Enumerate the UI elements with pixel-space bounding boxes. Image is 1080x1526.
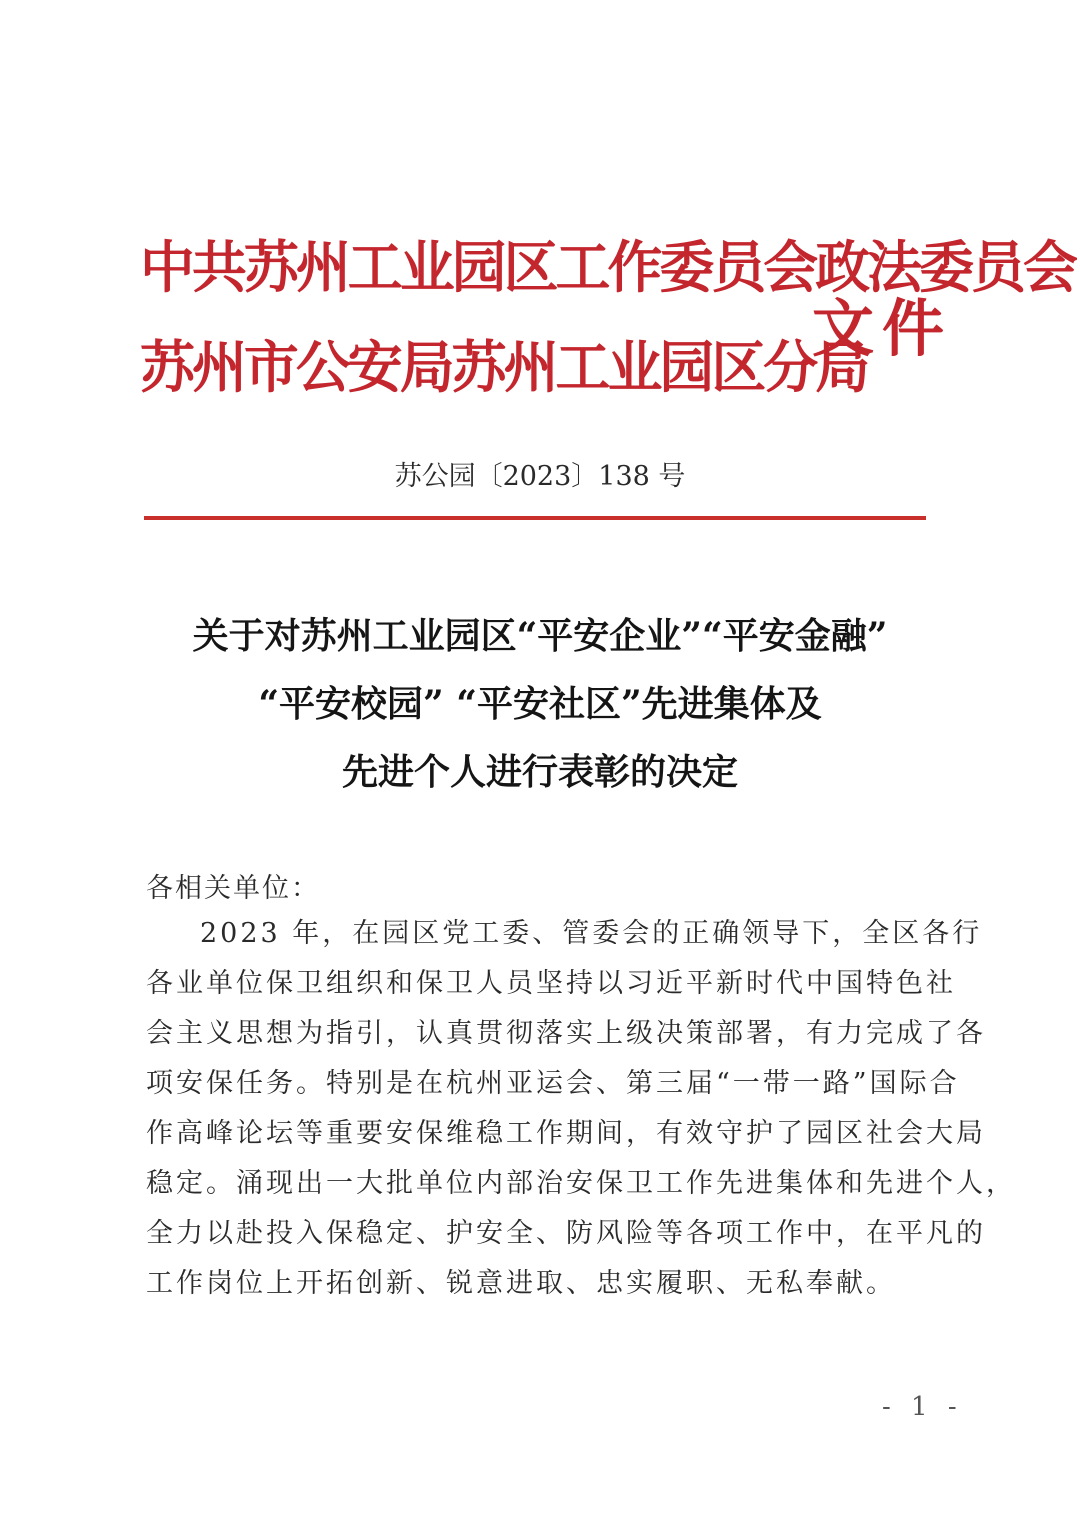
body-line-2: 各业单位保卫组织和保卫人员坚持以习近平新时代中国特色社 xyxy=(146,968,956,999)
document-title-line-2: “平安校园” “平安社区”先进集体及 xyxy=(258,683,822,725)
document-title-line-1: 关于对苏州工业园区“平安企业”“平安金融” xyxy=(192,615,888,657)
page-number: - 1 - xyxy=(882,1392,963,1422)
body-line-3: 会主义思想为指引，认真贯彻落实上级决策部署，有力完成了各 xyxy=(146,1018,986,1049)
document-type-label: 文件 xyxy=(812,292,953,365)
body-line-7: 全力以赴投入保稳定、护安全、防风险等各项工作中，在平凡的 xyxy=(146,1218,986,1249)
body-line-6: 稳定。涌现出一大批单位内部治安保卫工作先进集体和先进个人， xyxy=(146,1168,1016,1199)
body-line-8: 工作岗位上开拓创新、锐意进取、忠实履职、无私奉献。 xyxy=(146,1268,896,1299)
body-line-5: 作高峰论坛等重要安保维稳工作期间，有效守护了园区社会大局 xyxy=(146,1118,986,1149)
document-number: 苏公园〔2023〕138 号 xyxy=(394,461,686,492)
red-separator-line xyxy=(144,516,926,520)
document-title-line-3: 先进个人进行表彰的决定 xyxy=(341,751,738,793)
issuing-org-line-1: 中共苏州工业园区工作委员会政法委员会 xyxy=(140,235,1075,301)
body-line-4: 项安保任务。特别是在杭州亚运会、第三届“一带一路”国际合 xyxy=(146,1068,960,1099)
body-line-1: 2023 年，在园区党工委、管委会的正确领导下，全区各行 xyxy=(200,918,983,949)
salutation: 各相关单位： xyxy=(146,873,320,904)
issuing-org-line-2: 苏州市公安局苏州工业园区分局 xyxy=(140,335,868,401)
